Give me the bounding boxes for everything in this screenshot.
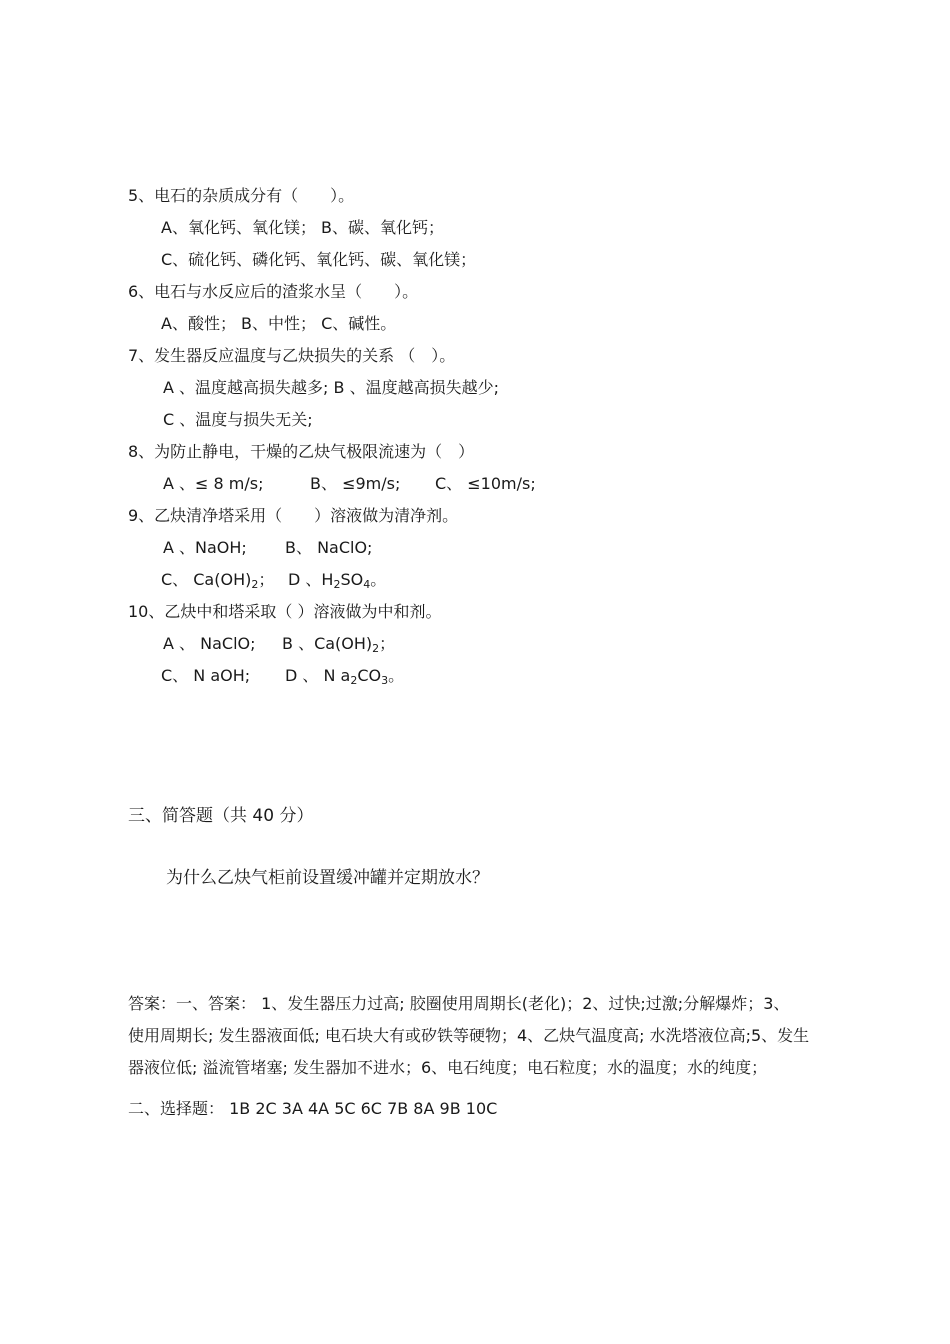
- question-9-option-d-mid: SO: [340, 570, 364, 589]
- section-3-title: 三、简答题（共 40 分）: [128, 806, 314, 826]
- question-9-option-d-subscript-2: 4: [363, 578, 371, 591]
- question-5-stem: 5、电石的杂质成分有（ ）。: [128, 186, 355, 205]
- question-7-option-c: C 、温度与损失无关;: [163, 410, 313, 429]
- question-8-option-a: A 、≤ 8 m/s;: [163, 474, 264, 493]
- question-9-stem: 9、乙炔清净塔采用（ ）溶液做为清净剂。: [128, 506, 459, 525]
- question-9-option-d-subscript-1: 2: [333, 578, 341, 591]
- question-9-option-d: [288, 570, 386, 595]
- question-10-option-d: [285, 666, 404, 691]
- question-6-stem: 6、电石与水反应后的渣浆水呈（ ）。: [128, 282, 419, 301]
- question-8-stem: 8、为防止静电，干燥的乙炔气极限流速为（ ）: [128, 442, 475, 461]
- question-9-option-a: A 、NaOH;: [163, 538, 247, 557]
- question-8-option-c: C、 ≤10m/s;: [435, 474, 536, 493]
- question-9-option-c-end: ；: [258, 570, 275, 589]
- answers-choice: 二、选择题： 1B 2C 3A 4A 5C 6C 7B 8A 9B 10C: [128, 1099, 498, 1118]
- question-9-option-c-subscript: 2: [251, 578, 259, 591]
- question-10-option-b-end: ；: [379, 634, 396, 653]
- question-10-option-d-text: D 、 N a: [285, 666, 351, 685]
- question-10-option-d-subscript-2: 3: [381, 674, 389, 687]
- question-10-stem: 10、乙炔中和塔采取（ ）溶液做为中和剂。: [128, 602, 442, 621]
- question-10-option-d-end: 。: [388, 666, 405, 685]
- question-10-option-b: [282, 634, 395, 659]
- question-9-option-d-end: 。: [370, 570, 387, 589]
- question-10-option-c: C、 N aOH;: [161, 666, 251, 685]
- question-5-options-ab: A、氧化钙、氧化镁； B、碳、氧化钙；: [161, 218, 445, 237]
- question-7-stem: 7、发生器反应温度与乙炔损失的关系 （ ）。: [128, 346, 456, 365]
- question-10-option-b-text: B 、Ca(OH): [282, 634, 373, 653]
- question-10-option-a: A 、 NaClO;: [163, 634, 256, 653]
- answers-line-3: 器液位低; 溢流管堵塞; 发生器加不进水；6、电石纯度；电石粒度；水的温度；水的纯度；: [128, 1058, 768, 1077]
- question-10-option-d-subscript-1: 2: [350, 674, 358, 687]
- question-9-option-c-text: C、 Ca(OH): [161, 570, 252, 589]
- question-10-option-d-mid: CO: [357, 666, 382, 685]
- question-7-options-ab: A 、温度越高损失越多; B 、温度越高损失越少;: [163, 378, 499, 397]
- question-9-option-c: [161, 570, 274, 595]
- question-8-option-b: B、 ≤9m/s;: [310, 474, 401, 493]
- question-5-option-c: C、硫化钙、磷化钙、氧化钙、碳、氧化镁；: [161, 250, 477, 269]
- section-3-question: 为什么乙炔气柜前设置缓冲罐并定期放水？: [166, 868, 489, 888]
- question-6-options: A、酸性； B、中性； C、碱性。: [161, 314, 397, 333]
- question-10-option-b-subscript: 2: [372, 642, 380, 655]
- question-9-option-b: B、 NaClO;: [285, 538, 373, 557]
- answers-line-1: 答案：一、答案： 1、发生器压力过高; 胶圈使用周期长(老化)；2、过快;过激;分解爆炸；3、: [128, 994, 790, 1013]
- answers-line-2: 使用周期长; 发生器液面低; 电石块大有或矽铁等硬物；4、乙炔气温度高; 水洗塔液位高;5、发生: [128, 1026, 810, 1045]
- question-9-option-d-text: D 、H: [288, 570, 334, 589]
